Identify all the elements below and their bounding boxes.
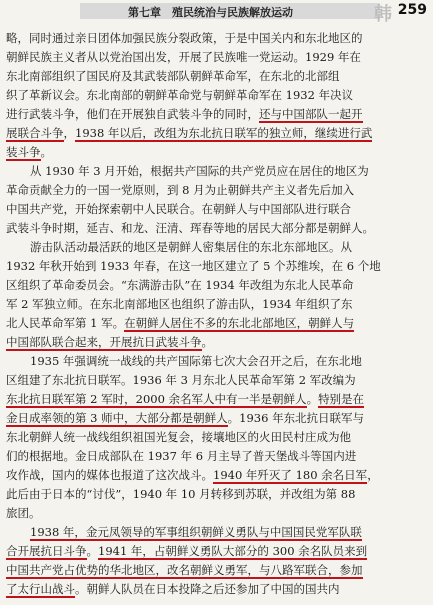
page-number: 259 — [397, 2, 427, 18]
text-line — [6, 105, 426, 124]
text-line — [6, 314, 426, 333]
text-line — [6, 333, 426, 352]
text-segment: 。朝鲜人队员在日本投降之后还参加了中国的国共内 — [75, 582, 340, 596]
text-segment: 。 — [306, 392, 319, 406]
text-line — [6, 86, 426, 105]
text-segment: 。 — [86, 544, 98, 558]
text-line — [6, 276, 426, 295]
text-line — [6, 295, 426, 314]
underlined-text: 了太行山战斗 — [6, 582, 75, 596]
text-segment: 进行武装斗争，他们在开展独自武装斗争的同时， — [6, 107, 259, 121]
text-segment: 旅团。 — [6, 506, 41, 520]
underlined-text: 还与中国部队一起开 — [259, 107, 363, 121]
text-line — [6, 219, 426, 238]
text-line — [6, 352, 426, 371]
underlined-text: 东北抗日联军第 2 军时，2000 余名军人中有一半是朝鲜人 — [6, 392, 307, 406]
text-line — [6, 428, 426, 447]
text-segment: 。 — [201, 335, 213, 349]
text-segment: 朝鲜民族主义者从以党治国出发，开展了民族唯一党运动。1929 年在 — [6, 50, 361, 64]
text-line — [6, 124, 426, 143]
text-line — [6, 29, 426, 48]
text-segment: ， — [63, 126, 75, 140]
text-segment: 北人民革命军第 1 军。 — [6, 316, 125, 330]
text-line — [6, 257, 426, 276]
text-line — [6, 504, 426, 523]
text-segment: 东北朝鲜人统一战线组织祖国光复会，接壤地区的火田民村庄成为他 — [6, 430, 351, 444]
text-segment: 1935 年强调统一战线的共产国际第七次大会召开之后，在东北地 — [30, 354, 362, 368]
underlined-text: 1938 年以后，改组为东北抗日联军的独立师，继续进行武 — [75, 126, 373, 140]
text-line — [6, 485, 426, 504]
text-segment: 1932 年秋开始到 1933 年春，在这一地区建立了 5 个苏维埃，在 6 个地 — [6, 259, 381, 273]
text-line — [6, 371, 426, 390]
text-segment: 织了革新议会。东北南部的朝鲜革命党与朝鲜革命军在 1932 年决议 — [6, 88, 354, 102]
text-segment: 略，同时通过亲日团体加强民族分裂政策，于是中国关内和东北地区的 — [6, 31, 363, 45]
underlined-text: 中国共产党占优势的华北地区，改名朝鲜义勇军，与八路军联合，参加 — [6, 563, 363, 577]
text-segment: 武装斗争时期，延吉、和龙、汪清、珲春等地的居民大部分都是朝鲜人。 — [6, 221, 374, 235]
text-line — [6, 48, 426, 67]
text-segment: 攻作战，国内的媒体也报道了这次战斗。 — [6, 468, 213, 482]
text-line — [6, 390, 426, 409]
text-line — [6, 561, 426, 580]
text-segment: 区组建了东北抗日联军。1936 年 3 月东北人民革命军第 2 军改编为 — [6, 373, 356, 387]
underlined-text: 1940 年歼灭了 180 余名日军 — [213, 468, 368, 482]
text-segment: 革命贡献全力的一国一党原则，到 8 月为止朝鲜共产主义者先后加入 — [6, 183, 355, 197]
text-line — [6, 162, 426, 181]
text-line — [6, 580, 426, 599]
text-line — [6, 200, 426, 219]
text-segment: 。1936 年东北抗日联军与 — [227, 411, 365, 425]
underlined-text: 1941 年，占朝鲜义勇队大部分的 300 余名队员来到 — [98, 544, 368, 558]
chapter-title: 第七章 殖民统治与民族解放运动 — [128, 6, 293, 19]
underlined-text: 装斗争 — [6, 145, 41, 159]
body-text — [6, 29, 426, 599]
text-line — [6, 466, 426, 485]
text-segment: 此后由于日本的“讨伐”，1940 年 10 月转移到苏联，并改组为第 88 — [6, 487, 356, 501]
header-logo: 韩 — [374, 4, 392, 25]
underlined-text: 展联合斗争 — [6, 126, 64, 140]
text-line — [6, 409, 426, 428]
page-header — [0, 0, 433, 25]
underlined-text: 1938 年，金元凤领导的军事组织朝鲜义勇队与中国国民党军队联 — [30, 525, 362, 539]
text-segment: 区组织了革命委员会。“东满游击队”在 1934 年改组为东北人民革命 — [6, 278, 354, 292]
text-segment: ， — [367, 468, 379, 482]
underlined-text: 特别是在 — [318, 392, 365, 406]
text-line — [6, 181, 426, 200]
underlined-text: 中国部队联合起来，开展抗日武装斗争 — [6, 335, 202, 349]
text-segment: 游击队活动最活跃的地区是朝鲜人密集居住的东北东部地区。从 — [30, 240, 352, 254]
text-segment: 中国共产党，开始探索朝中人民联合。在朝鲜人与中国部队进行联合 — [6, 202, 351, 216]
text-line — [6, 542, 426, 561]
underlined-text: 在朝鲜人居住不多的东北北部地区，朝鲜人与 — [124, 316, 355, 330]
text-segment: 从 1930 年 3 月开始，根据共产国际的共产党员应在居住的地区为 — [30, 164, 369, 178]
text-segment: 东北南部组织了国民府及其武装部队朝鲜革命军，在东北的北部组 — [6, 69, 340, 83]
text-segment: 军 2 军独立师。在东北南部地区也组织了游击队，1934 年组织了东 — [6, 297, 353, 311]
text-line — [6, 67, 426, 86]
text-line — [6, 447, 426, 466]
text-line — [6, 238, 426, 257]
underlined-text: 合开展抗日斗争 — [6, 544, 87, 558]
text-line — [6, 523, 426, 542]
text-segment: 。 — [40, 145, 52, 159]
text-line — [6, 143, 426, 162]
text-segment: 们的根据地。金日成部队在 1937 年 6 月主导了普天堡战斗等国内进 — [6, 449, 357, 463]
underlined-text: 金日成率领的第 3 师中，大部分都是朝鲜人 — [6, 411, 228, 425]
